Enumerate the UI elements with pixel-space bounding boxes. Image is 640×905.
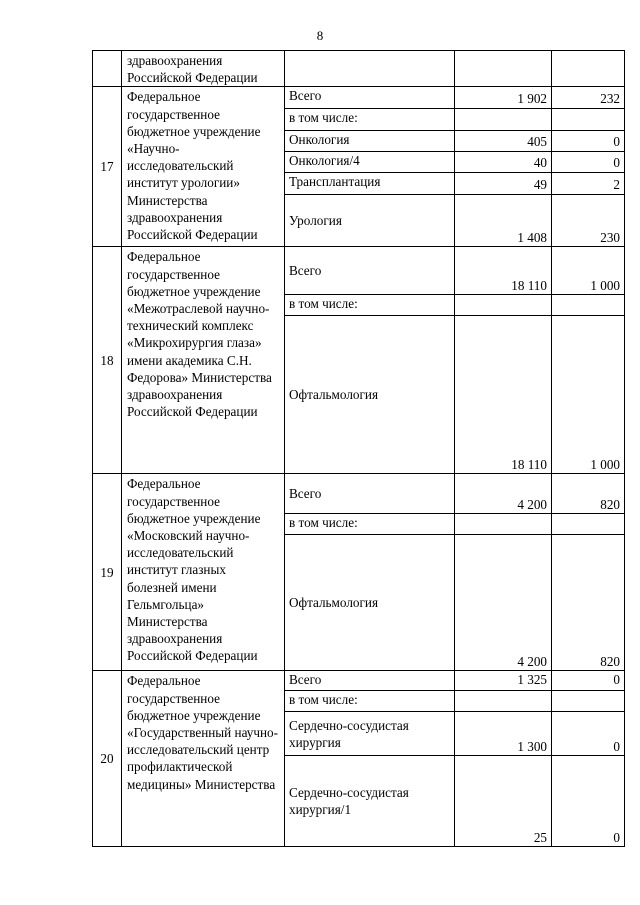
- profile-name: Офтальмология: [285, 316, 455, 474]
- value-1: 1 300: [455, 712, 552, 756]
- profile-name: Сердечно-сосудистая хирургия/1: [285, 756, 455, 847]
- profile-name: Онкология: [285, 131, 455, 152]
- value-1: 40: [455, 152, 552, 173]
- total-value-2: 1 000: [552, 247, 625, 295]
- profile-total-label: Всего: [285, 474, 455, 514]
- organization-name: Федеральное государственное бюджетное учреждение «Межотраслевой научно-технический комплекс «Микрохирургия глаза» имени академика С.Н. Федорова» Министерства здравоохранения Российской Федерации: [122, 247, 285, 474]
- value-1: 18 110: [455, 316, 552, 474]
- profile-total-label: Всего: [285, 671, 455, 691]
- total-value-2: 232: [552, 87, 625, 109]
- profile-cell: [285, 51, 455, 87]
- value-cell: [455, 109, 552, 131]
- total-value-1: 1 902: [455, 87, 552, 109]
- value-cell: [552, 514, 625, 535]
- profile-name: Урология: [285, 195, 455, 247]
- total-value-1: 4 200: [455, 474, 552, 514]
- including-label: в том числе:: [285, 295, 455, 316]
- value-2: 1 000: [552, 316, 625, 474]
- value-2: 0: [552, 152, 625, 173]
- row-number: 19: [93, 474, 122, 671]
- value-cell: [455, 514, 552, 535]
- value-1: 25: [455, 756, 552, 847]
- value-1: 4 200: [455, 535, 552, 671]
- value-1: 405: [455, 131, 552, 152]
- including-label: в том числе:: [285, 514, 455, 535]
- value-2: 0: [552, 712, 625, 756]
- organization-name: Федеральное государственное бюджетное учреждение «Научно-исследовательский институт урологии» Министерства здравоохранения Российской Федерации: [122, 87, 285, 247]
- value-cell: [455, 691, 552, 712]
- page-number: 8: [316, 28, 324, 43]
- table-row: [93, 474, 625, 514]
- table-row: [93, 247, 625, 295]
- value-2: 820: [552, 535, 625, 671]
- table-row-continuation: [93, 51, 625, 87]
- organization-name: Федеральное государственное бюджетное учреждение «Государственный научно-исследовательский центр профилактической медицины» Министерства: [122, 671, 285, 847]
- value-cell: [552, 51, 625, 87]
- row-number: 18: [93, 247, 122, 474]
- organization-name: Федеральное государственное бюджетное учреждение «Московский научно-исследовательский институт глазных болезней имени Гельмгольца» Министерства здравоохранения Российской Федерации: [122, 474, 285, 671]
- row-number: 17: [93, 87, 122, 247]
- total-value-2: 820: [552, 474, 625, 514]
- total-value-1: 18 110: [455, 247, 552, 295]
- profile-name: Сердечно-сосудистая хирургия: [285, 712, 455, 756]
- total-value-2: 0: [552, 671, 625, 691]
- including-label: в том числе:: [285, 109, 455, 131]
- profile-total-label: Всего: [285, 87, 455, 109]
- value-cell: [455, 51, 552, 87]
- value-cell: [552, 109, 625, 131]
- value-1: 49: [455, 173, 552, 195]
- value-cell: [552, 295, 625, 316]
- profile-name: Трансплантация: [285, 173, 455, 195]
- quota-table: [92, 50, 625, 847]
- value-1: 1 408: [455, 195, 552, 247]
- value-2: 0: [552, 756, 625, 847]
- value-cell: [455, 295, 552, 316]
- profile-name: Офтальмология: [285, 535, 455, 671]
- value-cell: [552, 691, 625, 712]
- profile-name: Онкология/4: [285, 152, 455, 173]
- row-number-cell: [93, 51, 122, 87]
- including-label: в том числе:: [285, 691, 455, 712]
- profile-total-label: Всего: [285, 247, 455, 295]
- table-row: [93, 87, 625, 109]
- value-2: 2: [552, 173, 625, 195]
- total-value-1: 1 325: [455, 671, 552, 691]
- row-number: 20: [93, 671, 122, 847]
- organization-cell: здравоохранения Российской Федерации: [122, 51, 285, 87]
- value-2: 0: [552, 131, 625, 152]
- table-row: [93, 671, 625, 691]
- value-2: 230: [552, 195, 625, 247]
